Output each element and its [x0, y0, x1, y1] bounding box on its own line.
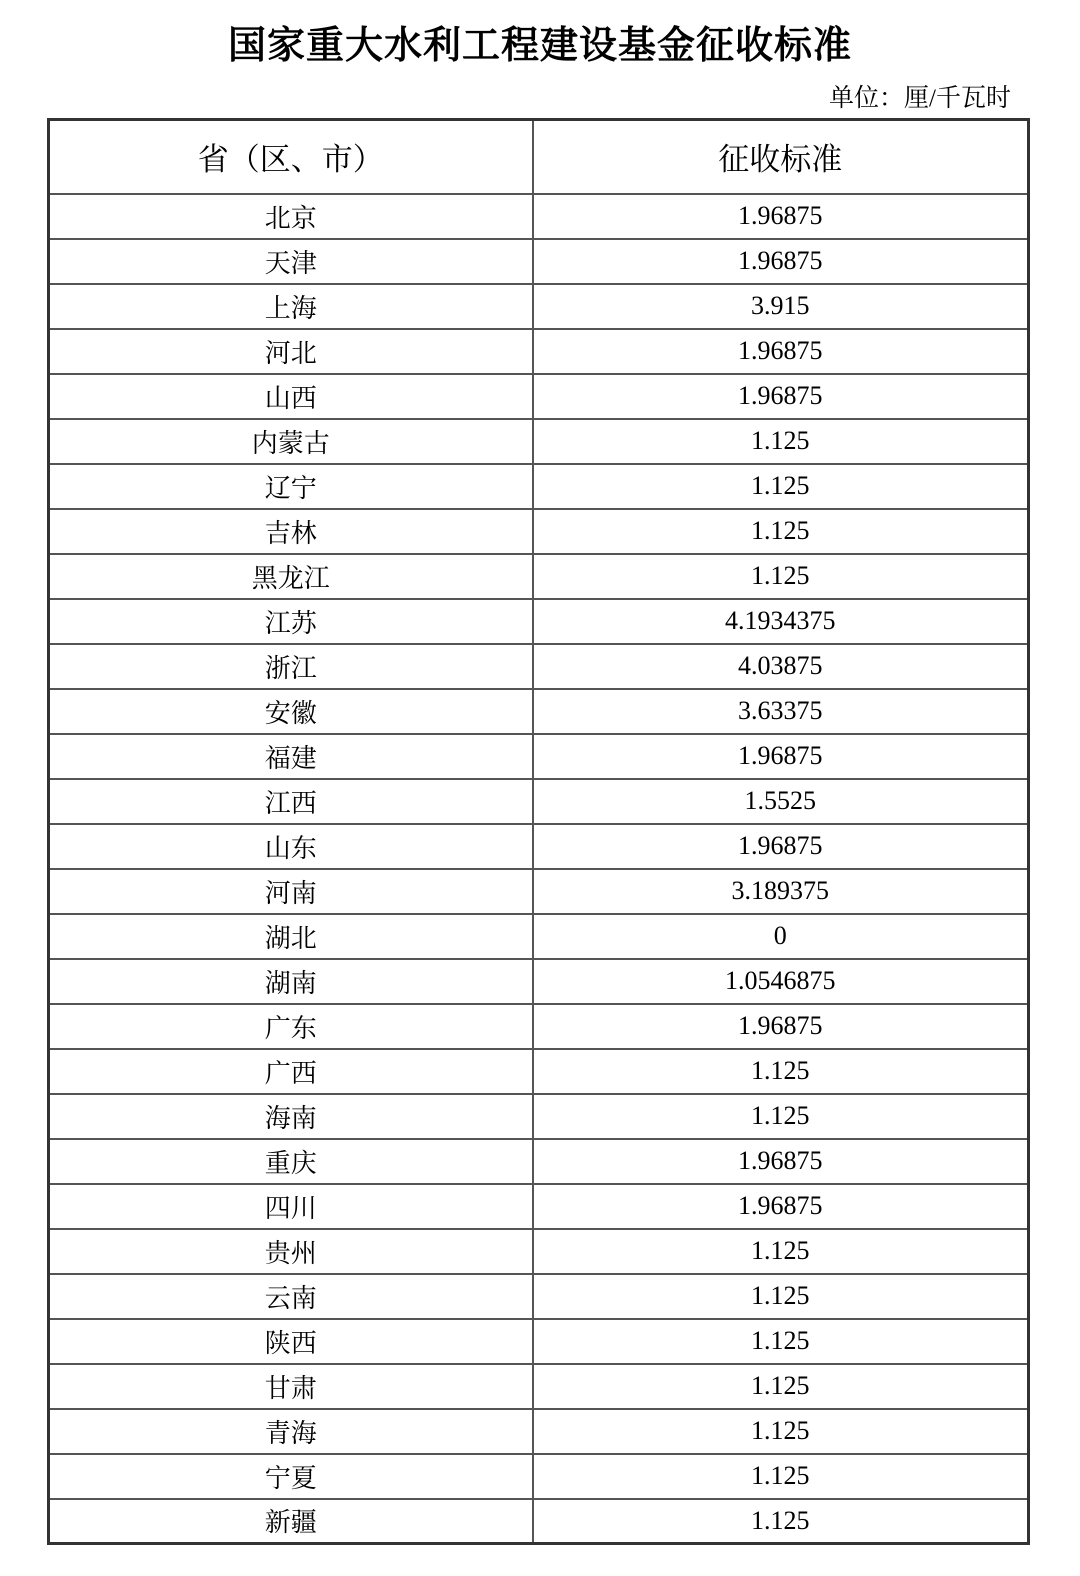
rate-cell: 1.125	[533, 554, 1029, 599]
header-row	[49, 120, 1029, 194]
rate-cell: 1.125	[533, 1454, 1029, 1499]
province-cell: 黑龙江	[49, 554, 533, 599]
province-cell: 内蒙古	[49, 419, 533, 464]
table-row	[49, 1454, 1029, 1499]
table-row	[49, 1364, 1029, 1409]
table-row	[49, 1004, 1029, 1049]
page-title: 国家重大水利工程建设基金征收标准	[227, 25, 852, 67]
province-cell: 吉林	[49, 509, 533, 554]
rate-cell: 3.63375	[533, 689, 1029, 734]
rate-cell: 4.03875	[533, 644, 1029, 689]
rate-cell: 1.125	[533, 419, 1029, 464]
rate-cell: 1.125	[533, 1499, 1029, 1544]
province-cell: 辽宁	[49, 464, 533, 509]
table-row	[49, 329, 1029, 374]
rate-cell: 1.96875	[533, 194, 1029, 239]
rate-cell: 1.96875	[533, 1004, 1029, 1049]
table-row	[49, 374, 1029, 419]
province-cell: 山东	[49, 824, 533, 869]
province-cell: 安徽	[49, 689, 533, 734]
table-row	[49, 599, 1029, 644]
rate-cell: 1.125	[533, 509, 1029, 554]
table-row	[49, 1184, 1029, 1229]
table-row	[49, 689, 1029, 734]
rate-cell: 1.0546875	[533, 959, 1029, 1004]
rate-cell: 1.125	[533, 464, 1029, 509]
rate-cell: 1.125	[533, 1274, 1029, 1319]
table-row	[49, 1229, 1029, 1274]
rate-cell: 0	[533, 914, 1029, 959]
table-row	[49, 779, 1029, 824]
province-cell: 宁夏	[49, 1454, 533, 1499]
province-cell: 河南	[49, 869, 533, 914]
rate-cell: 1.5525	[533, 779, 1029, 824]
table-row	[49, 1139, 1029, 1184]
province-cell: 新疆	[49, 1499, 533, 1544]
province-cell: 陕西	[49, 1319, 533, 1364]
rate-cell: 3.915	[533, 284, 1029, 329]
table-row	[49, 1499, 1029, 1544]
rate-cell: 1.125	[533, 1319, 1029, 1364]
rate-cell: 1.125	[533, 1229, 1029, 1274]
table-row	[49, 509, 1029, 554]
table-row	[49, 284, 1029, 329]
unit-label: 单位：厘/千瓦时	[829, 85, 1011, 112]
table-row	[49, 419, 1029, 464]
table-row	[49, 959, 1029, 1004]
table-row	[49, 1049, 1029, 1094]
table-header	[49, 120, 1029, 194]
column-header-province: 省（区、市）	[49, 120, 533, 194]
rate-cell: 1.125	[533, 1409, 1029, 1454]
table-row	[49, 1319, 1029, 1364]
column-header-rate: 征收标准	[533, 120, 1029, 194]
table-row	[49, 1274, 1029, 1319]
rates-table	[47, 118, 1030, 1545]
table-row	[49, 644, 1029, 689]
rate-cell: 4.1934375	[533, 599, 1029, 644]
rate-cell: 3.189375	[533, 869, 1029, 914]
table-body	[49, 194, 1029, 1544]
table-row	[49, 464, 1029, 509]
rate-cell: 1.96875	[533, 1139, 1029, 1184]
rate-cell: 1.125	[533, 1094, 1029, 1139]
rate-cell: 1.96875	[533, 374, 1029, 419]
table-row	[49, 914, 1029, 959]
province-cell: 浙江	[49, 644, 533, 689]
table-row	[49, 824, 1029, 869]
province-cell: 北京	[49, 194, 533, 239]
rate-cell: 1.125	[533, 1049, 1029, 1094]
rate-cell: 1.125	[533, 1364, 1029, 1409]
province-cell: 甘肃	[49, 1364, 533, 1409]
table-row	[49, 194, 1029, 239]
province-cell: 云南	[49, 1274, 533, 1319]
province-cell: 四川	[49, 1184, 533, 1229]
province-cell: 河北	[49, 329, 533, 374]
table-row	[49, 239, 1029, 284]
table-row	[49, 554, 1029, 599]
table-row	[49, 869, 1029, 914]
province-cell: 福建	[49, 734, 533, 779]
table-row	[49, 1409, 1029, 1454]
province-cell: 山西	[49, 374, 533, 419]
province-cell: 贵州	[49, 1229, 533, 1274]
province-cell: 江西	[49, 779, 533, 824]
province-cell: 广东	[49, 1004, 533, 1049]
province-cell: 湖南	[49, 959, 533, 1004]
province-cell: 青海	[49, 1409, 533, 1454]
province-cell: 海南	[49, 1094, 533, 1139]
province-cell: 重庆	[49, 1139, 533, 1184]
table-row	[49, 734, 1029, 779]
rate-cell: 1.96875	[533, 734, 1029, 779]
province-cell: 上海	[49, 284, 533, 329]
province-cell: 江苏	[49, 599, 533, 644]
rate-cell: 1.96875	[533, 1184, 1029, 1229]
province-cell: 湖北	[49, 914, 533, 959]
rate-cell: 1.96875	[533, 824, 1029, 869]
province-cell: 广西	[49, 1049, 533, 1094]
rate-cell: 1.96875	[533, 329, 1029, 374]
rate-cell: 1.96875	[533, 239, 1029, 284]
province-cell: 天津	[49, 239, 533, 284]
table-row	[49, 1094, 1029, 1139]
